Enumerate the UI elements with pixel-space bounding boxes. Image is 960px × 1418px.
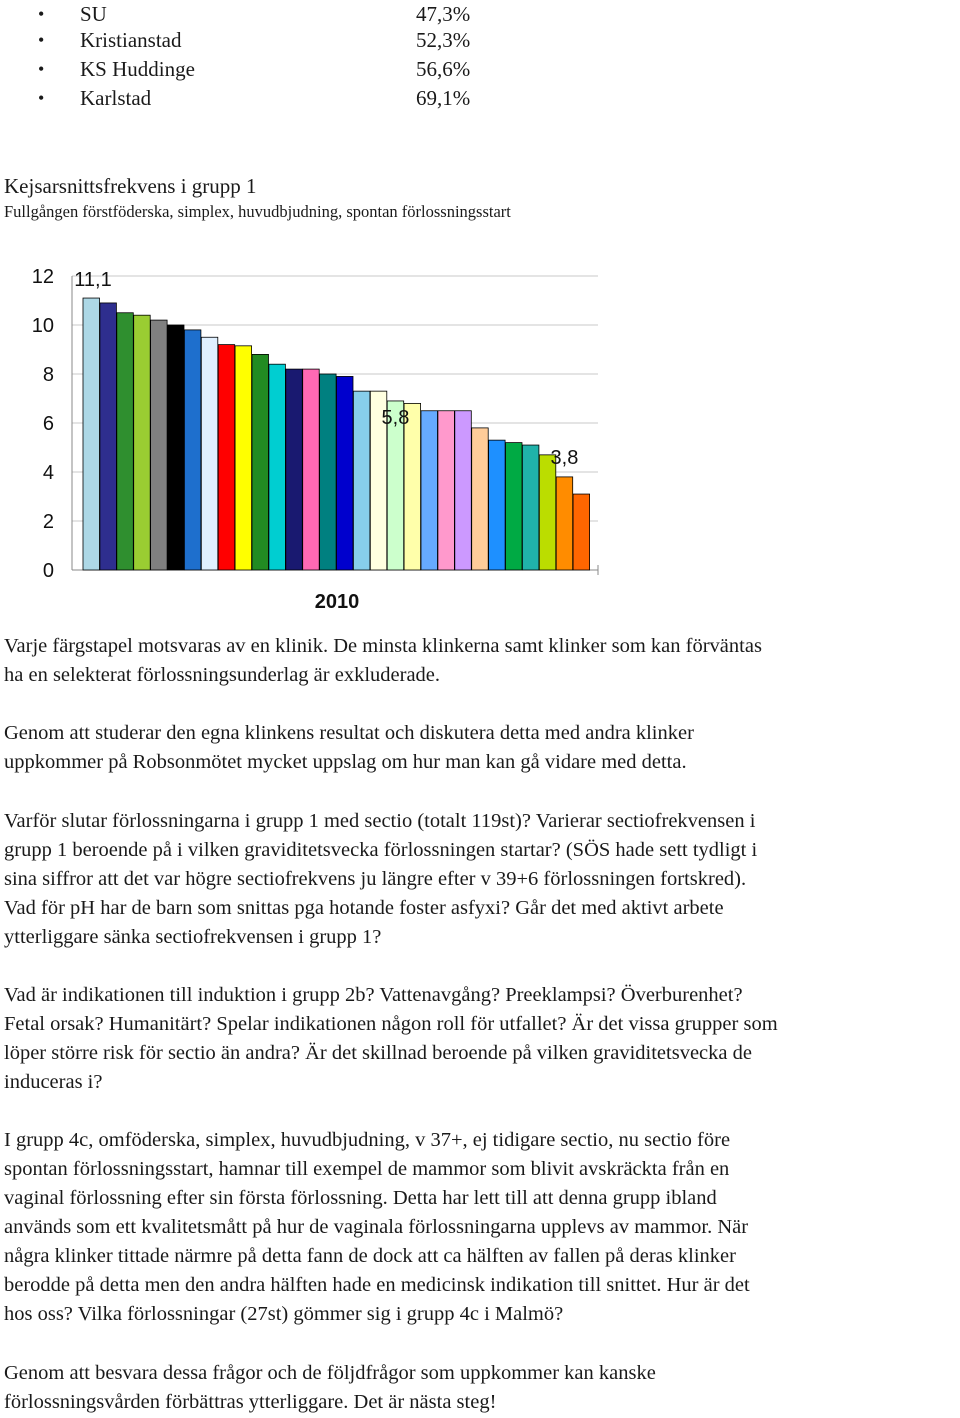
text-line: grupp 1 beroende på i vilken graviditetsvecka förlossningen startar? (SÖS hade sett tydligt i bbox=[4, 839, 758, 861]
chart-bar bbox=[506, 443, 523, 570]
chart-bar bbox=[168, 325, 185, 570]
text-line: löper större risk för sectio än andra? Är det skillnad beroende på vilken graviditetsvecka de bbox=[4, 1042, 752, 1064]
clinic-name: SU bbox=[80, 2, 107, 26]
bar-chart bbox=[0, 258, 960, 623]
clinic-value: 52,3% bbox=[416, 28, 471, 52]
chart-bar bbox=[117, 313, 134, 570]
chart-bar bbox=[134, 315, 151, 570]
chart-bar bbox=[201, 337, 218, 570]
y-tick-label: 12 bbox=[31, 266, 54, 288]
text-line: Genom att besvara dessa frågor och de följdfrågor som uppkommer kan kanske bbox=[4, 1362, 656, 1384]
text-line: Fetal orsak? Humanitärt? Spelar indikationen någon roll för utfallet? Är det vissa grupper som bbox=[4, 1013, 778, 1035]
chart-bar bbox=[218, 345, 235, 570]
chart-bar bbox=[438, 411, 455, 570]
chart-bar bbox=[455, 411, 472, 570]
chart-bar bbox=[489, 440, 506, 570]
y-tick-label: 10 bbox=[31, 315, 54, 337]
chart-title: Kejsarsnittsfrekvens i grupp 1 bbox=[4, 174, 257, 198]
chart-bar bbox=[573, 494, 590, 570]
text-line: Varje färgstapel motsvaras av en klinik. De minsta klinkerna samt klinker som kan förväntas bbox=[4, 635, 762, 657]
chart-bar bbox=[151, 320, 168, 570]
chart-bar bbox=[556, 477, 573, 570]
clinic-name: Karlstad bbox=[80, 86, 152, 110]
clinic-value: 69,1% bbox=[416, 86, 471, 110]
chart-bar bbox=[472, 428, 489, 570]
chart-bar bbox=[83, 298, 100, 570]
bullet-icon: • bbox=[38, 4, 45, 24]
clinic-value: 47,3% bbox=[416, 2, 471, 26]
text-line: ytterliggare sänka sectiofrekvensen i grupp 1? bbox=[4, 926, 382, 948]
y-tick-label: 6 bbox=[42, 413, 54, 435]
paragraph bbox=[4, 807, 960, 952]
chart-bar bbox=[539, 455, 556, 570]
chart-bar bbox=[353, 391, 370, 570]
chart-bar bbox=[184, 330, 201, 570]
bullet-icon: • bbox=[38, 59, 45, 79]
text-line: Vad är indikationen till induktion i grupp 2b? Vattenavgång? Preeklampsi? Överburenhet? bbox=[4, 984, 743, 1006]
list-item bbox=[0, 84, 520, 113]
paragraph bbox=[4, 632, 960, 690]
list-item bbox=[0, 26, 520, 55]
text-line: Varför slutar förlossningarna i grupp 1 med sectio (totalt 119st)? Varierar sectiofrekvensen i bbox=[4, 810, 756, 832]
text-line: sina siffror att det var högre sectiofrekvens ju längre efter v 39+6 förlossningen fortskred). bbox=[4, 868, 747, 890]
text-line: spontan förlossningsstart, hamnar till exempel de mammor som blivit avskräckta från en bbox=[4, 1158, 730, 1180]
chart-bar bbox=[252, 354, 269, 570]
y-tick-label: 0 bbox=[42, 560, 54, 582]
data-label: 11,1 bbox=[74, 269, 112, 291]
text-line: Genom att studerar den egna klinkens resultat och diskutera detta med andra klinker bbox=[4, 722, 694, 744]
chart-subtitle: Fullgången förstföderska, simplex, huvudbjudning, spontan förlossningsstart bbox=[4, 202, 511, 221]
text-line: några klinker tittade närmre på detta fann de dock att ca hälften av fallen på deras klinker bbox=[4, 1245, 736, 1267]
text-line: vaginal förlossning efter sin första förlossning. Detta har lett till att denna grupp ibland bbox=[4, 1187, 717, 1209]
text-line: förlossningsvården förbättras ytterliggare. Det är nästa steg! bbox=[4, 1391, 497, 1413]
chart-bar bbox=[303, 369, 320, 570]
data-label: 5,8 bbox=[381, 407, 410, 429]
y-tick-label: 8 bbox=[42, 364, 54, 386]
chart-bar bbox=[320, 374, 337, 570]
chart-bar bbox=[337, 376, 354, 570]
list-item bbox=[0, 0, 520, 29]
text-line: uppkommer på Robsonmötet mycket uppslag om hur man kan gå vidare med detta. bbox=[4, 751, 687, 773]
clinic-name: Kristianstad bbox=[80, 28, 182, 52]
paragraph bbox=[4, 719, 960, 777]
chart-bar bbox=[286, 369, 303, 570]
text-line: hos oss? Vilka förlossningar (27st) gömmer sig i grupp 4c i Malmö? bbox=[4, 1303, 564, 1325]
y-tick-label: 4 bbox=[42, 462, 54, 484]
chart-bar bbox=[421, 411, 438, 570]
paragraph bbox=[4, 981, 960, 1097]
paragraph bbox=[4, 1359, 960, 1417]
chart-bar bbox=[100, 303, 117, 570]
text-line: används som ett kvalitetsmått på hur de vaginala förlossningarna upplevs av mammor. När bbox=[4, 1216, 749, 1238]
bullet-icon: • bbox=[38, 30, 45, 50]
text-line: Vad för pH har de barn som snittas pga hotande foster asfyxi? Går det med aktivt arbete bbox=[4, 897, 724, 919]
x-category-label: 2010 bbox=[314, 591, 360, 613]
text-line: berodde på detta men den andra hälften hade en medicinsk indikation till snittet. Hur är det bbox=[4, 1274, 750, 1296]
paragraph bbox=[4, 1126, 960, 1329]
text-line: I grupp 4c, omföderska, simplex, huvudbjudning, v 37+, ej tidigare sectio, nu sectio före bbox=[4, 1129, 731, 1151]
bullet-icon: • bbox=[38, 88, 45, 108]
y-tick-label: 2 bbox=[42, 511, 54, 533]
data-label: 3,8 bbox=[550, 447, 579, 469]
chart-bar bbox=[235, 346, 252, 570]
list-item bbox=[0, 55, 520, 84]
chart-bar bbox=[269, 364, 286, 570]
clinic-value: 56,6% bbox=[416, 57, 471, 81]
chart-bar bbox=[522, 445, 539, 570]
text-line: induceras i? bbox=[4, 1071, 103, 1093]
text-line: ha en selekterat förlossningsunderlag är exkluderade. bbox=[4, 664, 441, 686]
clinic-name: KS Huddinge bbox=[80, 57, 195, 81]
